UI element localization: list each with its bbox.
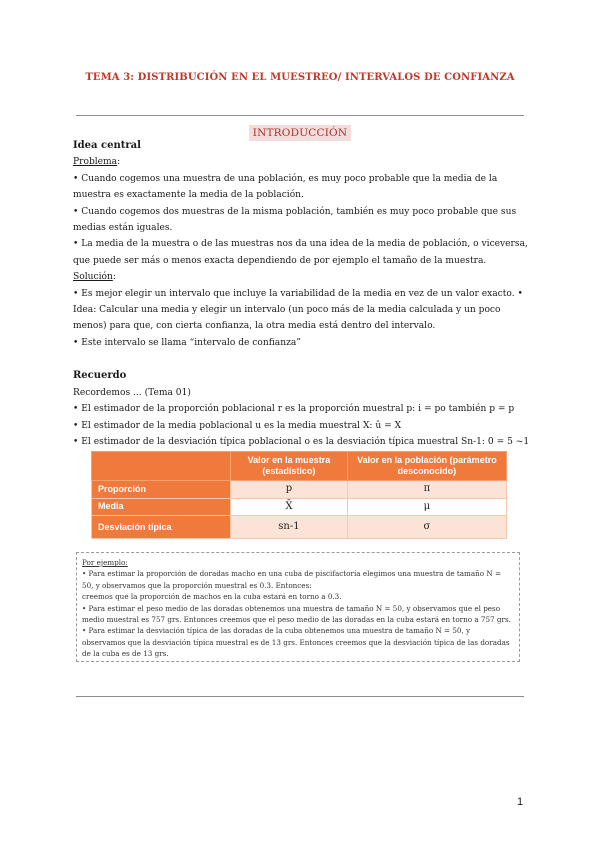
problem-colon: : <box>117 157 121 168</box>
solution-item: • Es mejor elegir un intervalo que incluye la variabilidad de la media en vez de un valor exacto. • Idea: Calcular una media y elegir un intervalo (un poco más de la media calculada y un poco menos) para que, con cierta confianza, la otra media está dentro del intervalo. <box>73 288 523 332</box>
row-label: Desviación típica <box>92 516 231 539</box>
population-value: σ <box>347 516 506 539</box>
solution-item: • Este intervalo se llama “intervalo de confianza” <box>73 337 301 348</box>
problem-item: • Cuando cogemos una muestra de una población, es muy poco probable que la media de la muestra es exactamente la media de la población. <box>73 173 498 201</box>
example-line: creemos que la proporción de machos en la cuba estará en torno a 0.3. <box>82 592 342 602</box>
top-divider <box>76 115 524 116</box>
solution-label: Solución <box>73 272 113 283</box>
recuerdo-intro: Recordemos ... (Tema 01) <box>73 387 191 398</box>
page-number: 1 <box>517 796 524 808</box>
population-value: π <box>347 481 506 498</box>
example-line: • Para estimar el peso medio de las doradas obtenemos una muestra de tamaño N = 50, y observamos que el peso medio muestral es 757 grs. Entonces creemos que el peso medio de las doradas en la cuba estará en torno a 757 grs. <box>82 603 511 625</box>
bottom-divider <box>76 696 524 697</box>
main-content <box>73 138 533 539</box>
table-row <box>92 516 507 539</box>
example-line: • Para estimar la proporción de doradas macho en una cuba de piscifactoría elegimos una muestra de tamaño N = 50, y observamos que la proporción muestral es 0.3. Entonces: <box>82 569 501 590</box>
recuerdo-item: • El estimador de la proporción poblacional r es la proporción muestral p: i = po también p = p <box>73 404 515 415</box>
example-line: • Para estimar la desviación típica de las doradas de la cuba obtenemos una muestra de tamaño N = 50, y observamos que la desviación típica muestral es de 13 grs. Entonces creemos que la desviación típica de las doradas de la cuba es de 13 grs. <box>82 626 510 659</box>
solution-line <box>73 269 533 285</box>
population-value: μ <box>347 498 506 515</box>
recuerdo-heading: Recuerdo <box>73 370 127 382</box>
column-header-sample: Valor en la muestra (estadístico) <box>231 452 348 481</box>
recuerdo-item: • El estimador de la desviación típica poblacional o es la desviación típica muestral Sn-1: 0 = 5 ~1 <box>73 436 530 447</box>
example-box <box>76 552 520 662</box>
column-header-population: Valor en la población (parámetro desconocido) <box>347 452 506 481</box>
table-row <box>92 498 507 515</box>
spacer <box>73 351 533 368</box>
table-row <box>92 481 507 498</box>
row-label: Media <box>92 498 231 515</box>
table-corner-cell <box>92 452 231 481</box>
section-label: INTRODUCCIÓN <box>249 125 352 141</box>
estimators-table <box>91 451 507 539</box>
problem-item: • Cuando cogemos dos muestras de la misma población, también es muy poco probable que sus medias están iguales. <box>73 206 517 234</box>
page-title: TEMA 3: DISTRIBUCIÓN EN EL MUESTREO/ INTERVALOS DE CONFIANZA <box>85 72 515 83</box>
problem-label: Problema <box>73 157 118 168</box>
idea-heading: Idea central <box>73 140 141 151</box>
problem-item: • La media de la muestra o de las muestras nos da una idea de la media de población, o viceversa, que puede ser más o menos exacta dependiendo de por ejemplo el tamaño de la muestra. <box>73 239 528 266</box>
example-heading: Por ejemplo: <box>82 558 128 567</box>
sample-value: sn-1 <box>231 516 348 539</box>
row-label: Proporción <box>92 481 231 498</box>
table-header-row <box>92 452 507 481</box>
solution-colon: : <box>112 272 116 283</box>
sample-value: p <box>231 481 348 498</box>
problem-line <box>73 154 533 170</box>
sample-value: X̄ <box>231 498 348 515</box>
recuerdo-item: • El estimador de la media poblacional u es la media muestral X: û = X <box>73 420 402 431</box>
